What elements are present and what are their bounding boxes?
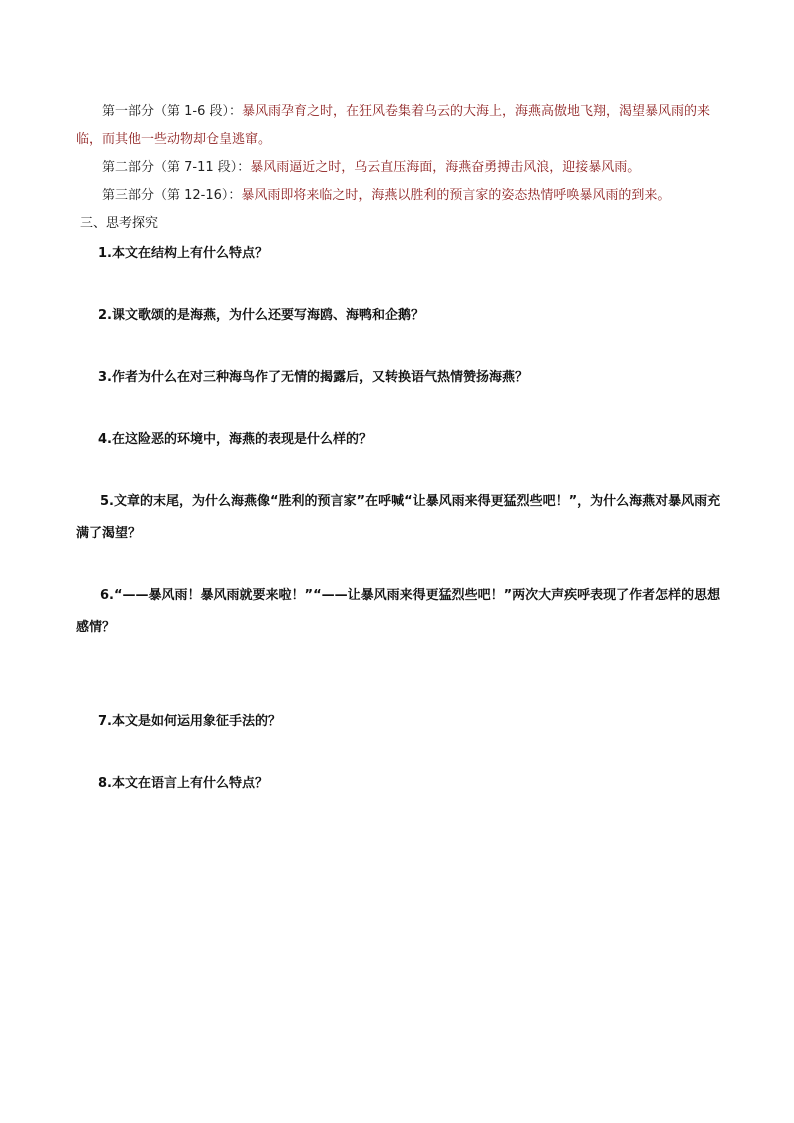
outline-part-1-text: 暴风雨孕育之时，在狂风卷集着乌云的大海上，海燕高傲地飞翔，渴望暴风雨的来临，而其他一些动物却仓皇逃窜。 (76, 104, 711, 147)
question-3: 3.作者为什么在对三种海鸟作了无情的揭露后，又转换语气热情赞扬海燕？ (98, 370, 528, 385)
outline-part-2-text: 暴风雨逼近之时，乌云直压海面，海燕奋勇搏击风浪，迎接暴风雨。 (250, 160, 641, 175)
question-5: 5.文章的末尾，为什么海燕像“胜利的预言家”在呼喊“让暴风雨来得更猛烈些吧！”，为什么海燕对暴风雨充满了渴望？ (76, 494, 721, 541)
question-4: 4.在这险恶的环境中，海燕的表现是什么样的？ (98, 432, 372, 447)
question-7: 7.本文是如何运用象征手法的？ (98, 714, 281, 729)
outline-part-3-text: 暴风雨即将来临之时，海燕以胜利的预言家的姿态热情呼唤暴风雨的到来。 (241, 188, 671, 203)
question-2: 2.课文歌颂的是海燕，为什么还要写海鸥、海鸭和企鹅？ (98, 308, 424, 323)
outline-part-1 (76, 98, 726, 154)
outline-part-2 (76, 154, 726, 182)
question-6: 6.“——暴风雨！暴风雨就要来啦！”“——让暴风雨来得更猛烈些吧！”两次大声疾呼表现了作者怎样的思想感情？ (76, 588, 721, 635)
question-1: 1.本文在结构上有什么特点？ (98, 246, 268, 261)
outline-part-3 (76, 182, 726, 210)
section-title: 三、思考探究 (80, 216, 159, 231)
question-8: 8.本文在语言上有什么特点？ (98, 776, 268, 791)
outline-part-3-lead: 第三部分（第 12-16）： (102, 188, 242, 203)
outline-part-1-lead: 第一部分（第 1-6 段）： (102, 104, 242, 119)
outline-part-2-lead: 第二部分（第 7-11 段）： (102, 160, 251, 175)
